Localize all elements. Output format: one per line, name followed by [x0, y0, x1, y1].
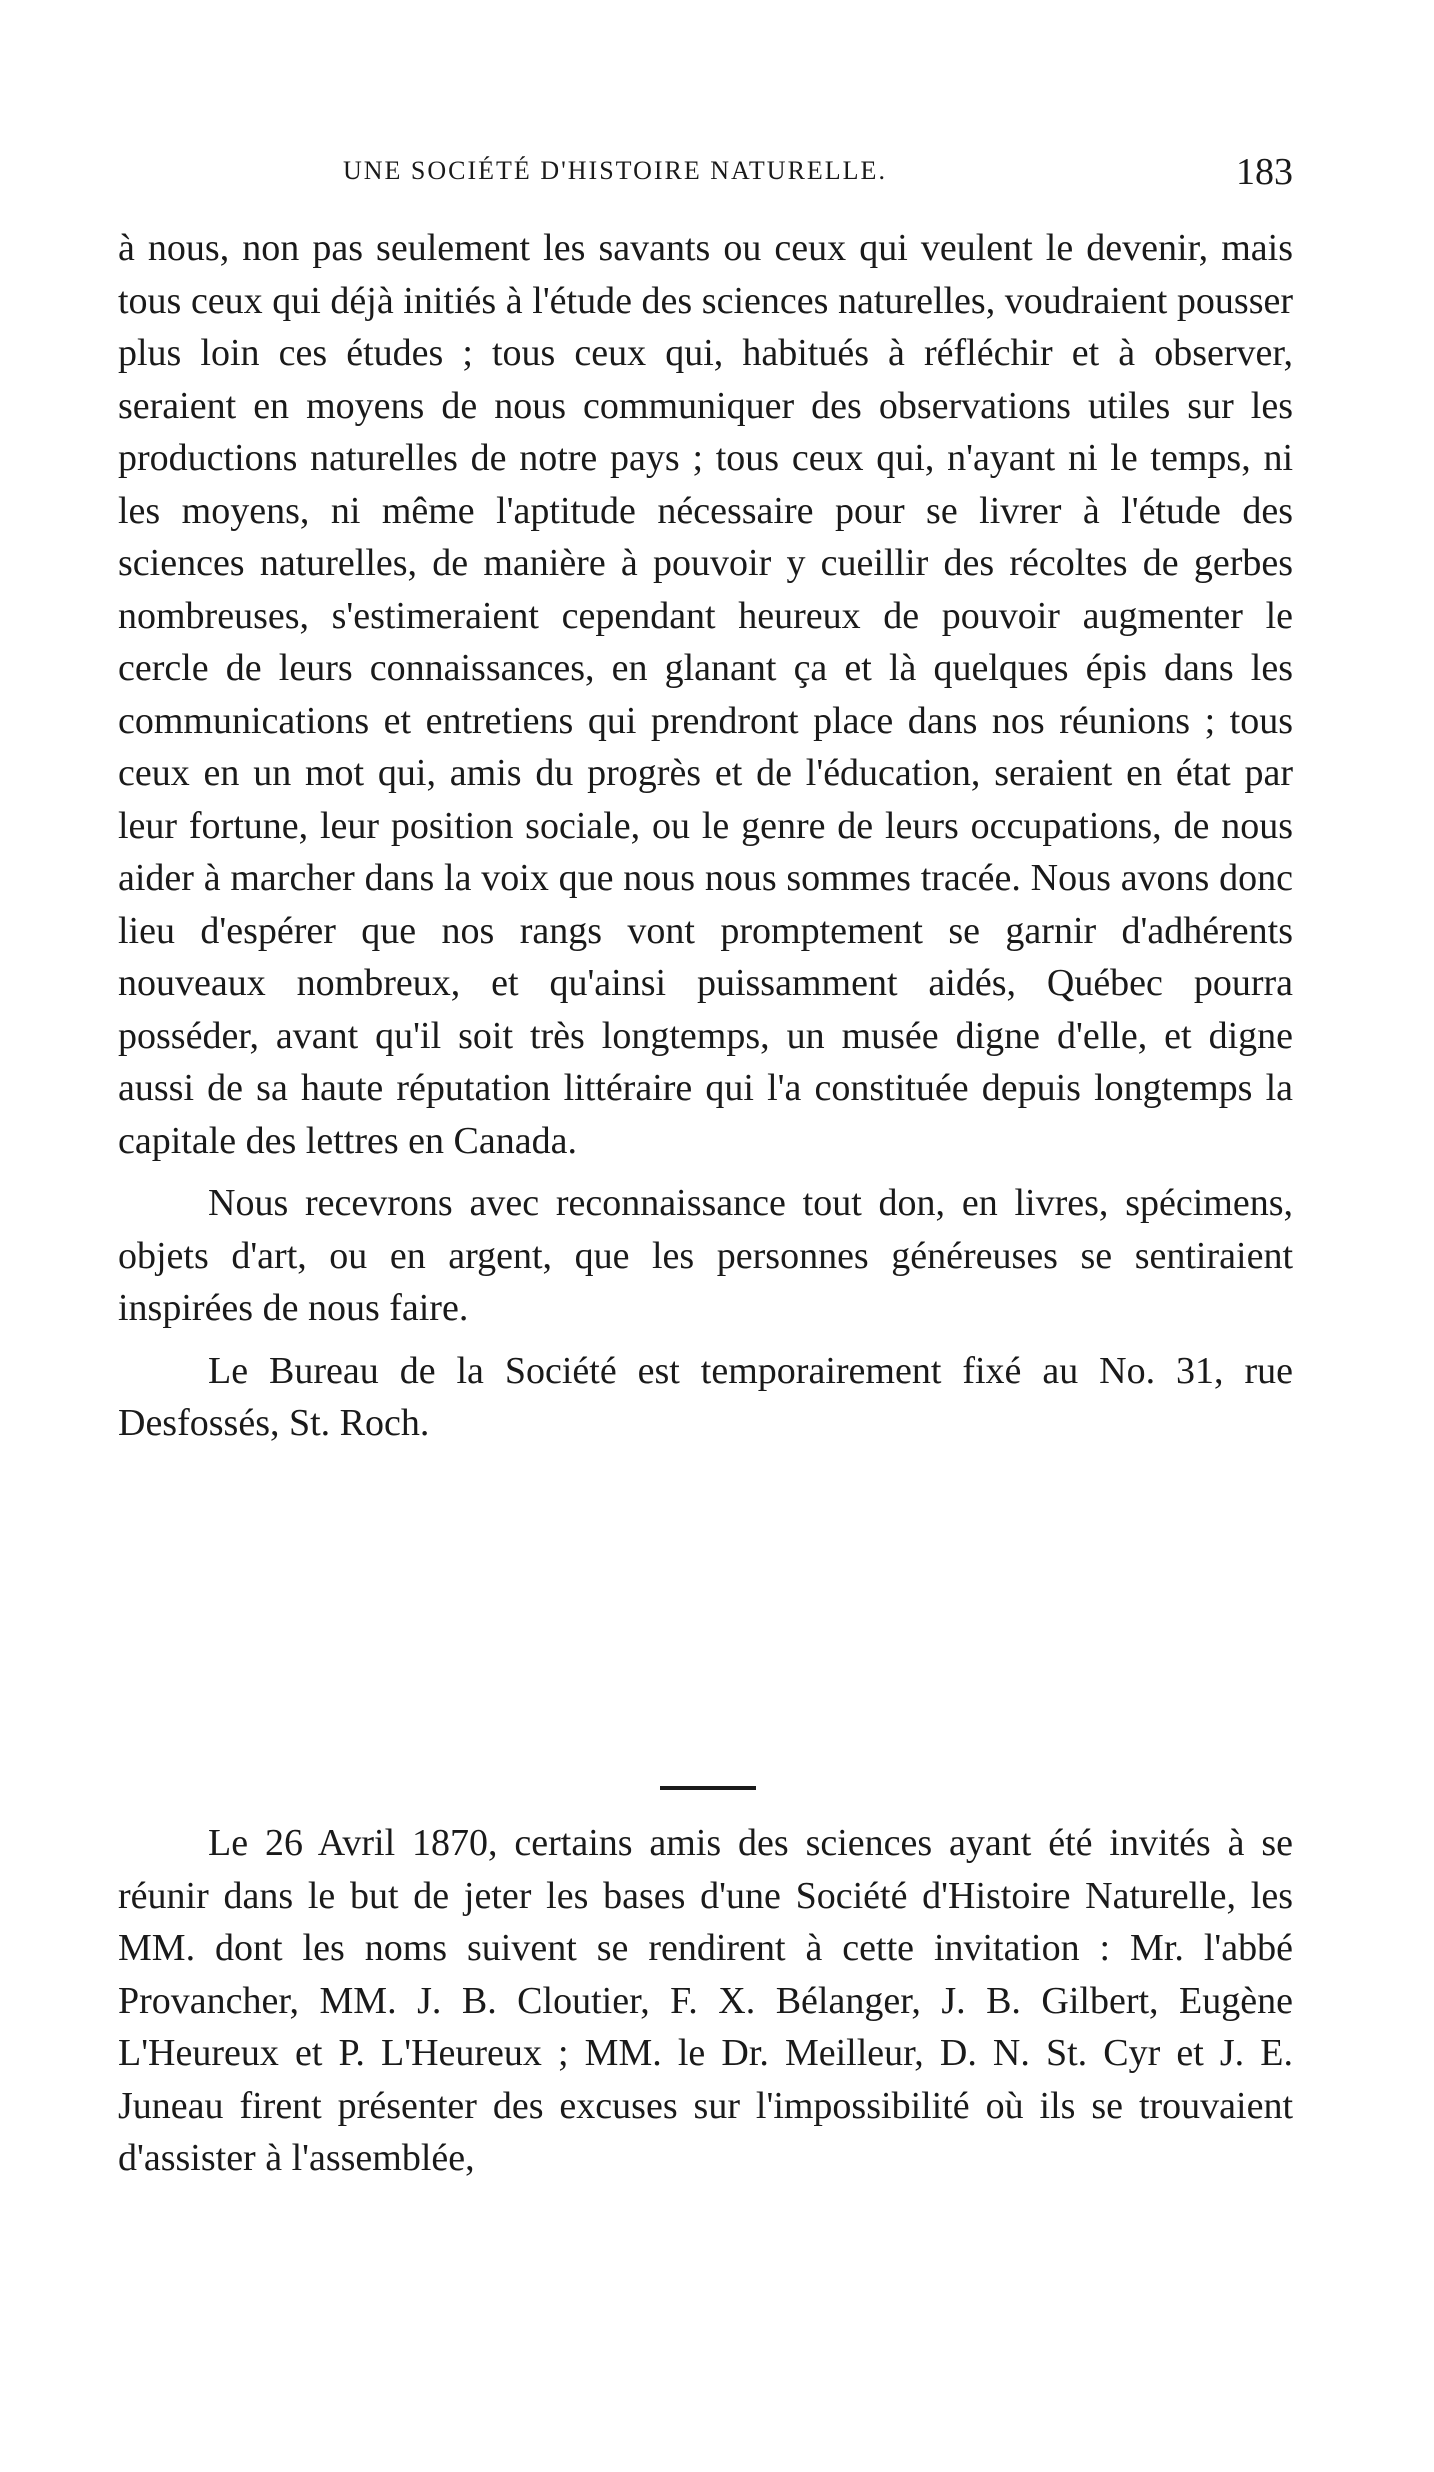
section-separator-rule [660, 1786, 756, 1790]
running-head [118, 150, 1293, 196]
body-text-upper [118, 222, 1293, 1450]
page-number: 183 [1236, 151, 1293, 193]
running-title: UNE SOCIÉTÉ D'HISTOIRE NATURELLE. [343, 156, 887, 185]
paragraph-bureau-address: Le Bureau de la Société est temporairement fixé au No. 31, rue Desfossés, St. Roch. [118, 1349, 1293, 1444]
body-text-lower [118, 1817, 1293, 2185]
paragraph-continued: à nous, non pas seulement les savants ou ceux qui veulent le devenir, mais tous ceux qui déjà initiés à l'étude des sciences naturelles, voudraient pousser plus loin ces études ; tous ceux qui, habitués à réfléchir et à observer, seraient en moyens de nous communiquer des observations utiles sur les productions naturelles de notre pays ; tous ceux qui, n'ayant ni le temps, ni les moyens, ni même l'aptitude nécessaire pour se livrer à l'étude des sciences naturelles, de manière à pouvoir y cueillir des récoltes de gerbes nombreuses, s'estimeraient cependant heureux de pouvoir augmenter le cercle de leurs connaissances, en glanant ça et là quelques épis dans les communications et entretiens qui prendront place dans nos réunions ; tous ceux en un mot qui, amis du progrès et de l'éducation, seraient en état par leur fortune, leur position sociale, ou le genre de leurs occupations, de nous aider à marcher dans la voix que nous nous sommes tracée. Nous avons donc lieu d'espérer que nos rangs vont promptement se garnir d'adhérents nouveaux nombreux, et qu'ainsi puissamment aidés, Québec pourra posséder, avant qu'il soit très longtemps, un musée digne d'elle, et digne aussi de sa haute réputation littéraire qui l'a constituée depuis longtemps la capitale des lettres en Canada. [118, 227, 1293, 1162]
paragraph-founding-meeting: Le 26 Avril 1870, certains amis des sciences ayant été invités à se réunir dans le but de jeter les bases d'une Société d'Histoire Naturelle, les MM. dont les noms suivent se rendirent à cette invitation : Mr. l'abbé Provancher, MM. J. B. Cloutier, F. X. Bélanger, J. B. Gilbert, Eugène L'Heureux et P. L'Heureux ; MM. le Dr. Meilleur, D. N. St. Cyr et J. E. Juneau firent présenter des excuses sur l'impossibilité où ils se trouvaient d'assister à l'assemblée, [118, 1822, 1293, 2179]
paragraph-donations: Nous recevrons avec reconnaissance tout don, en livres, spécimens, objets d'art, ou en argent, que les personnes généreuses se sentiraient inspirées de nous faire. [118, 1182, 1293, 1329]
